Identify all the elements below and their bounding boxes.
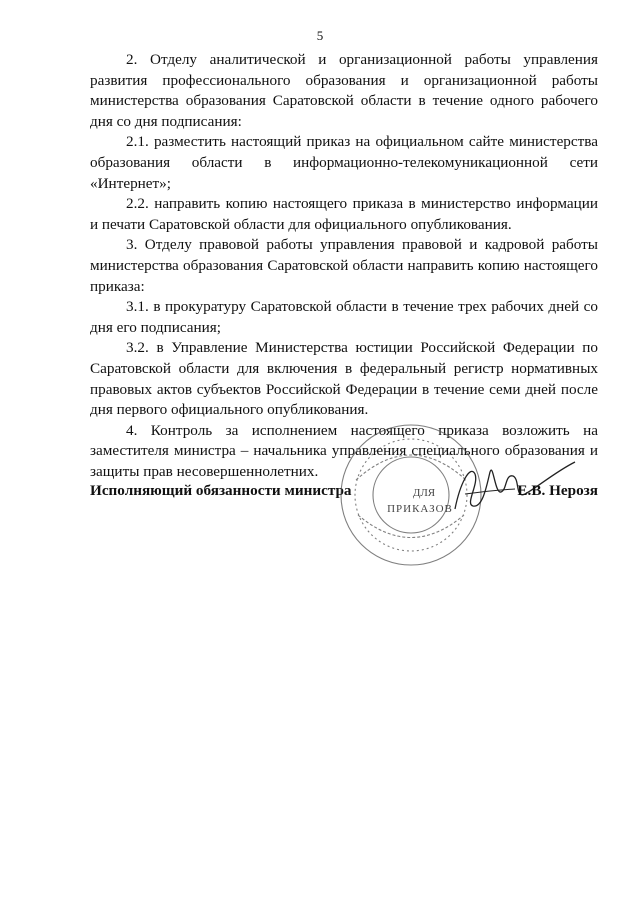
paragraph-3: 3. Отделу правовой работы управления правовой и кадровой работы министерства образования Саратовской области направить копию настоящего приказа: — [90, 236, 598, 295]
signature-block — [90, 474, 598, 584]
paragraph-3-2: 3.2. в Управление Министерства юстиции Российской Федерации по Саратовской области для включения в федеральный регистр нормативных правовых актов субъектов Российской Федерации в течение семи дней после дня первого официального опубликования. — [90, 339, 598, 419]
paragraph-2: 2. Отделу аналитической и организационной работы управления развития профессионального образования и организационной работы министерства образования Саратовской области в течение одного рабочего дня со дня подписания: — [90, 51, 598, 130]
stamp-text-line2: ПРИКАЗОВ — [387, 503, 453, 515]
paragraph-2-2: 2.2. направить копию настоящего приказа в министерство информации и печати Саратовской области для официального опубликования. — [90, 195, 598, 233]
paragraph-2-1: 2.1. разместить настоящий приказ на официальном сайте министерства образования области в информационно-телекомуникационной сети «Интернет»; — [90, 133, 598, 192]
stamp-text-line1: ДЛЯ — [412, 487, 436, 499]
paragraph-4: 4. Контроль за исполнением настоящего приказа возложить на заместителя министра – начальника управления специального образования и защиты прав несовершеннолетних. — [90, 421, 598, 480]
signatory-name: Е.В. Нерозя — [517, 482, 598, 499]
document-body — [90, 50, 598, 482]
paragraph-3-1: 3.1. в прокуратуру Саратовской области в течение трех рабочих дней со дня его подписания; — [90, 298, 598, 336]
signatory-title: Исполняющий обязанности министра — [90, 482, 352, 499]
page-number: 5 — [316, 28, 324, 43]
